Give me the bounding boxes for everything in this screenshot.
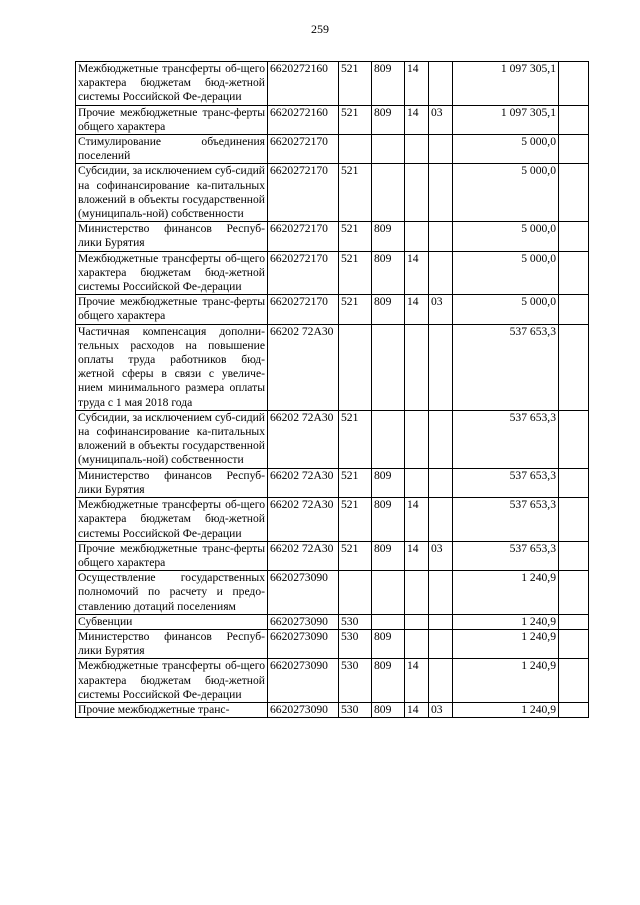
section-code: 809 <box>372 251 405 295</box>
target-article-code: 6620272170 <box>268 222 339 251</box>
extra-cell <box>559 614 589 629</box>
expense-name: Межбюджетные трансферты об-щего характера бюджетам бюд-жетной системы Российской Фе-дерации <box>76 251 268 295</box>
table-row <box>76 571 589 615</box>
table-row <box>76 295 589 324</box>
amount: 1 097 305,1 <box>453 105 559 134</box>
extra-cell <box>559 410 589 468</box>
amount: 1 240,9 <box>453 571 559 615</box>
expense-type-code: 03 <box>429 541 453 570</box>
target-article-code: 6620272170 <box>268 164 339 222</box>
subsection-code: 14 <box>405 702 429 717</box>
admin-code: 521 <box>339 295 372 324</box>
table-row <box>76 62 589 106</box>
table-row <box>76 541 589 570</box>
section-code: 809 <box>372 498 405 542</box>
expense-name: Прочие межбюджетные транс-ферты общего характера <box>76 295 268 324</box>
extra-cell <box>559 629 589 658</box>
section-code <box>372 614 405 629</box>
subsection-code: 14 <box>405 541 429 570</box>
amount: 5 000,0 <box>453 222 559 251</box>
subsection-code <box>405 468 429 497</box>
table-row <box>76 105 589 134</box>
target-article-code: 6620272160 <box>268 62 339 106</box>
target-article-code: 6620272170 <box>268 135 339 164</box>
table-row <box>76 498 589 542</box>
expense-name: Частичная компенсация дополни-тельных расходов на повышение оплаты труда работников бюд-жетной сферы в связи с увеличе-нием минимального размера оплаты труда с 1 мая 2018 года <box>76 324 268 410</box>
table-body <box>76 62 589 718</box>
admin-code: 521 <box>339 251 372 295</box>
subsection-code: 14 <box>405 62 429 106</box>
subsection-code: 14 <box>405 659 429 703</box>
budget-table <box>75 61 589 718</box>
expense-type-code <box>429 164 453 222</box>
extra-cell <box>559 541 589 570</box>
target-article-code: 6620273090 <box>268 702 339 717</box>
amount: 5 000,0 <box>453 135 559 164</box>
target-article-code: 66202 72А30 <box>268 468 339 497</box>
amount: 537 653,3 <box>453 468 559 497</box>
table-row <box>76 614 589 629</box>
expense-type-code: 03 <box>429 702 453 717</box>
target-article-code: 66202 72А30 <box>268 498 339 542</box>
subsection-code <box>405 164 429 222</box>
expense-type-code <box>429 222 453 251</box>
extra-cell <box>559 498 589 542</box>
expense-name: Министерство финансов Респуб-лики Бурятия <box>76 629 268 658</box>
amount: 5 000,0 <box>453 164 559 222</box>
admin-code: 521 <box>339 468 372 497</box>
section-code: 809 <box>372 629 405 658</box>
expense-type-code <box>429 571 453 615</box>
expense-name: Прочие межбюджетные транс-ферты общего характера <box>76 105 268 134</box>
admin-code: 521 <box>339 541 372 570</box>
subsection-code: 14 <box>405 105 429 134</box>
amount: 1 240,9 <box>453 614 559 629</box>
expense-name: Стимулирование объединения поселений <box>76 135 268 164</box>
expense-type-code <box>429 498 453 542</box>
subsection-code: 14 <box>405 295 429 324</box>
target-article-code: 66202 72А30 <box>268 541 339 570</box>
admin-code: 530 <box>339 702 372 717</box>
table-row <box>76 629 589 658</box>
target-article-code: 6620273090 <box>268 571 339 615</box>
amount: 5 000,0 <box>453 295 559 324</box>
table-row <box>76 659 589 703</box>
target-article-code: 6620273090 <box>268 614 339 629</box>
admin-code: 521 <box>339 105 372 134</box>
extra-cell <box>559 571 589 615</box>
target-article-code: 6620272170 <box>268 251 339 295</box>
table-row <box>76 410 589 468</box>
section-code <box>372 571 405 615</box>
expense-name: Межбюджетные трансферты об-щего характера бюджетам бюд-жетной системы Российской Фе-дерации <box>76 498 268 542</box>
expense-name: Прочие межбюджетные транс-ферты общего характера <box>76 541 268 570</box>
expense-type-code <box>429 468 453 497</box>
target-article-code: 6620272170 <box>268 295 339 324</box>
page-number: 259 <box>311 22 329 36</box>
amount: 537 653,3 <box>453 541 559 570</box>
extra-cell <box>559 468 589 497</box>
extra-cell <box>559 659 589 703</box>
expense-type-code <box>429 410 453 468</box>
extra-cell <box>559 251 589 295</box>
admin-code: 530 <box>339 659 372 703</box>
section-code: 809 <box>372 105 405 134</box>
admin-code: 521 <box>339 164 372 222</box>
expense-type-code: 03 <box>429 295 453 324</box>
section-code: 809 <box>372 295 405 324</box>
section-code: 809 <box>372 222 405 251</box>
section-code: 809 <box>372 468 405 497</box>
amount: 1 240,9 <box>453 629 559 658</box>
extra-cell <box>559 324 589 410</box>
expense-type-code <box>429 659 453 703</box>
admin-code <box>339 135 372 164</box>
expense-name: Субсидии, за исключением суб-сидий на софинансирование ка-питальных вложений в объекты государственной (муниципаль-ной) собственности <box>76 410 268 468</box>
section-code: 809 <box>372 702 405 717</box>
expense-type-code: 03 <box>429 105 453 134</box>
table-row <box>76 324 589 410</box>
table-row <box>76 222 589 251</box>
admin-code <box>339 324 372 410</box>
subsection-code: 14 <box>405 251 429 295</box>
extra-cell <box>559 295 589 324</box>
target-article-code: 66202 72А30 <box>268 324 339 410</box>
table-row <box>76 251 589 295</box>
section-code <box>372 324 405 410</box>
amount: 5 000,0 <box>453 251 559 295</box>
amount: 1 240,9 <box>453 702 559 717</box>
expense-type-code <box>429 62 453 106</box>
extra-cell <box>559 105 589 134</box>
section-code: 809 <box>372 659 405 703</box>
expense-name: Межбюджетные трансферты об-щего характера бюджетам бюд-жетной системы Российской Фе-дерации <box>76 659 268 703</box>
extra-cell <box>559 702 589 717</box>
amount: 537 653,3 <box>453 324 559 410</box>
subsection-code <box>405 571 429 615</box>
admin-code: 521 <box>339 498 372 542</box>
table-row <box>76 135 589 164</box>
amount: 1 097 305,1 <box>453 62 559 106</box>
expense-name: Осуществление государственных полномочий по расчету и предо-ставлению дотаций поселениям <box>76 571 268 615</box>
expense-name: Субвенции <box>76 614 268 629</box>
expense-type-code <box>429 324 453 410</box>
subsection-code <box>405 324 429 410</box>
expense-name: Субсидии, за исключением суб-сидий на софинансирование ка-питальных вложений в объекты государственной (муниципаль-ной) собственности <box>76 164 268 222</box>
admin-code: 530 <box>339 629 372 658</box>
admin-code: 530 <box>339 614 372 629</box>
expense-name: Межбюджетные трансферты об-щего характера бюджетам бюд-жетной системы Российской Фе-дерации <box>76 62 268 106</box>
table-row <box>76 164 589 222</box>
target-article-code: 6620273090 <box>268 659 339 703</box>
subsection-code <box>405 135 429 164</box>
target-article-code: 6620272160 <box>268 105 339 134</box>
subsection-code <box>405 410 429 468</box>
extra-cell <box>559 222 589 251</box>
expense-type-code <box>429 614 453 629</box>
expense-type-code <box>429 629 453 658</box>
target-article-code: 66202 72А30 <box>268 410 339 468</box>
subsection-code <box>405 614 429 629</box>
expense-type-code <box>429 251 453 295</box>
amount: 1 240,9 <box>453 659 559 703</box>
section-code: 809 <box>372 541 405 570</box>
section-code <box>372 135 405 164</box>
subsection-code: 14 <box>405 498 429 542</box>
table-row <box>76 702 589 717</box>
expense-name: Прочие межбюджетные транс- <box>76 702 268 717</box>
admin-code: 521 <box>339 410 372 468</box>
target-article-code: 6620273090 <box>268 629 339 658</box>
section-code: 809 <box>372 62 405 106</box>
admin-code: 521 <box>339 62 372 106</box>
table-row <box>76 468 589 497</box>
subsection-code <box>405 222 429 251</box>
section-code <box>372 410 405 468</box>
expense-name: Министерство финансов Респуб-лики Бурятия <box>76 468 268 497</box>
expense-type-code <box>429 135 453 164</box>
admin-code: 521 <box>339 222 372 251</box>
subsection-code <box>405 629 429 658</box>
amount: 537 653,3 <box>453 498 559 542</box>
amount: 537 653,3 <box>453 410 559 468</box>
extra-cell <box>559 164 589 222</box>
section-code <box>372 164 405 222</box>
admin-code <box>339 571 372 615</box>
extra-cell <box>559 135 589 164</box>
extra-cell <box>559 62 589 106</box>
expense-name: Министерство финансов Респуб-лики Бурятия <box>76 222 268 251</box>
